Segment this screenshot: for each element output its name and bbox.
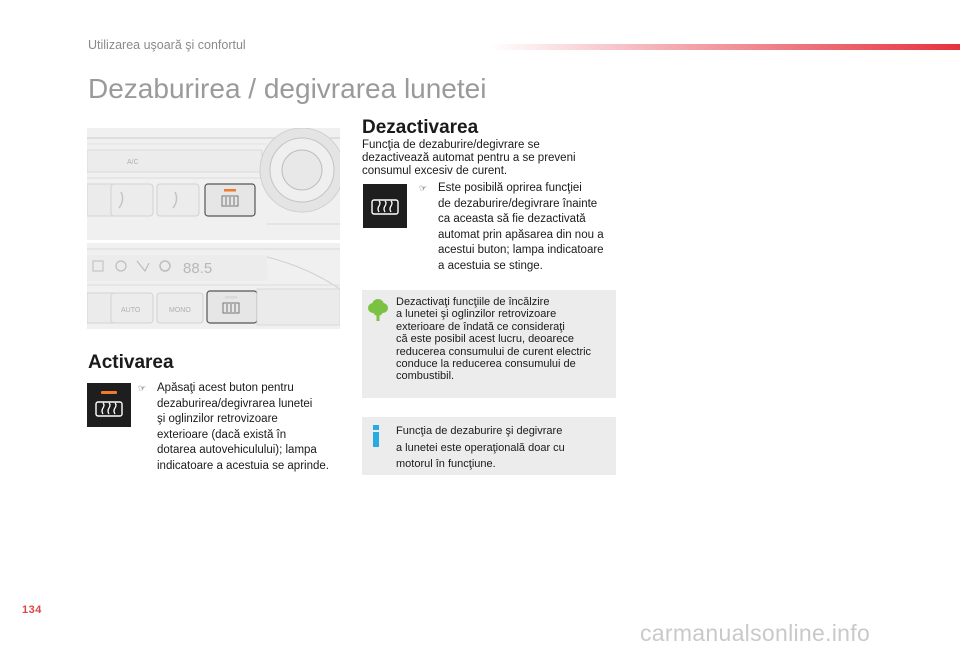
info-icon — [370, 425, 382, 447]
info-note-box — [362, 417, 616, 475]
header-accent-bar — [490, 44, 960, 50]
dezactivarea-intro: Funcţia de dezaburire/degivrare se dezactivează automat pentru a se preveni consumul excesiv de curent. — [362, 139, 576, 177]
auto-label: AUTO — [121, 307, 141, 314]
rear-window-defrost-icon — [95, 400, 123, 420]
pointing-hand-icon: ☞ — [138, 383, 147, 393]
dezactivarea-heading: Dezactivarea — [362, 117, 479, 138]
pointing-hand-icon: ☞ — [419, 183, 428, 193]
info-note-text: Funcţia de dezaburire şi degivrare a lunetei este operaţională doar cu motorul în funcţiune. — [396, 425, 565, 470]
panel-display-readout: 88.5 — [183, 260, 213, 277]
rear-defrost-button-on — [87, 383, 131, 427]
ac-label: A/C — [127, 159, 139, 166]
eco-note-text: Dezactivaţi funcţiile de încălzire a lunetei şi oglinzilor retrovizoare exterioare de îndată ce consideraţi că este posibil acest lucru, deoarece reducerea consumului de curent electric conduce la reducerea consumului de combustibil. — [396, 296, 592, 383]
rear-defrost-button-off — [363, 184, 407, 228]
climate-panel-photo-bottom — [87, 243, 340, 329]
eco-note-box — [362, 290, 616, 398]
activarea-heading: Activarea — [88, 352, 174, 373]
page-number: 134 — [22, 604, 42, 616]
page-title: Dezaburirea / degivrarea lunetei — [88, 73, 487, 104]
mono-label: MONO — [169, 307, 191, 314]
eco-tree-icon — [367, 296, 389, 322]
indicator-lamp-on — [101, 391, 117, 394]
watermark-text: carmanualsonline.info — [640, 620, 871, 646]
rear-window-defrost-icon — [371, 198, 399, 218]
climate-panel-photo-top — [87, 128, 340, 240]
header-section-label: Utilizarea uşoară şi confortul — [88, 38, 246, 52]
